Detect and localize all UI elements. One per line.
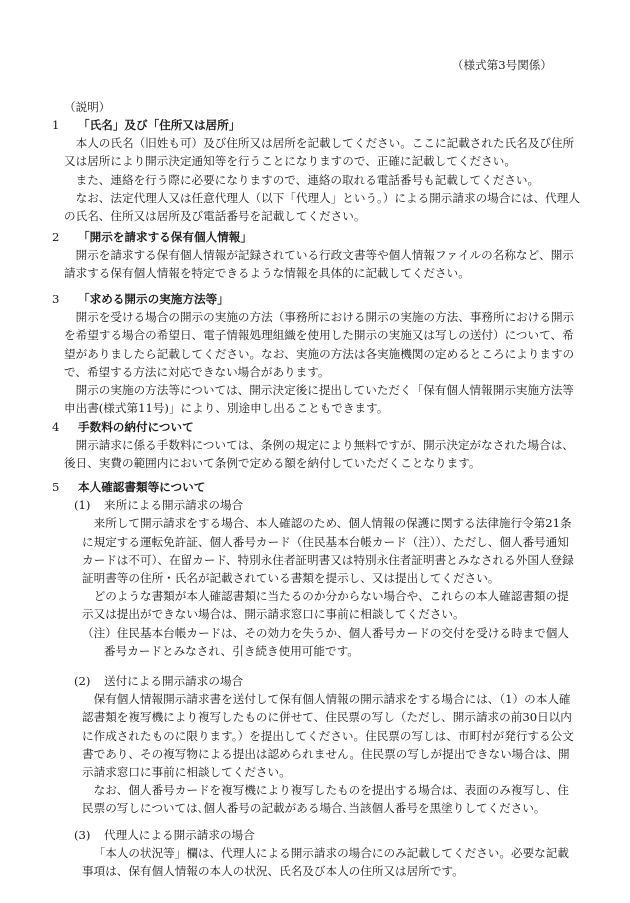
section-4 <box>52 418 580 473</box>
section-1 <box>52 116 580 225</box>
section-3-title <box>52 290 580 308</box>
section-3 <box>52 290 580 417</box>
subsection-number: (2) <box>74 674 91 688</box>
form-reference: （様式第3号関係） <box>451 58 552 72</box>
section-title-text: 手数料の納付について <box>78 420 194 434</box>
section-title-text: 「氏名」及び「住所又は居所」 <box>78 118 241 132</box>
note: （注）住民基本台帳カードは、その効力を失うか、個人番号カードの交付を受ける時まで個人番号カードとみなされ、引き続き使用可能です。 <box>82 625 569 658</box>
subsection-number: (1) <box>74 498 91 513</box>
explanation-heading: （説明） <box>64 100 111 114</box>
paragraph: 開示の実施の方法等については、開示決定後に提出していただく「保有個人情報開示実施方法等申出書(様式第11号)」により、別途申し出ることもできます。 <box>64 383 574 416</box>
section-number: 5 <box>52 480 60 494</box>
section-number: 4 <box>52 420 60 434</box>
paragraph: なお、法定代理人又は任意代理人（以下「代理人」という。）による開示請求の場合には、代理人の氏名、住所又は居所及び電話番号を記載してください。 <box>64 190 580 224</box>
paragraph: 来所して開示請求をする場合、本人確認のため、個人情報の保護に関する法律施行令第21条に規定する運転免許証、個人番号カード（住民基本台帳カード（注））、ただし、個人番号通知カードは不可）、在留カード、特別永住者証明書又は特別永住者証明書とみなされる外国人登録証明書等の住所・氏名が記載されている書類を提示し、又は提出してください。 <box>82 516 574 586</box>
section-number: 3 <box>52 292 60 306</box>
section-2-title <box>52 228 580 246</box>
paragraph: どのような書類が本人確認書類に当たるのか分からない場合や、これらの本人確認書類の提示又は提出ができない場合は、開示請求窓口に事前に相談してください。 <box>82 589 569 622</box>
section-number: 1 <box>52 118 60 132</box>
section-1-title <box>52 116 580 134</box>
section-5-3 <box>52 826 580 881</box>
section-title-text: 「開示を請求する保有個人情報」 <box>78 230 252 244</box>
subsection-title <box>74 496 580 514</box>
paragraph: なお、個人番号カードを複写機により複写したものを提出する場合は、表面のみ複写し、住民票の写しについては､個人番号の記載がある場合､当該個人番号を黒塗りしてください。 <box>82 783 569 816</box>
paragraph: また、連絡を行う際に必要になりますので、連絡の取れる電話番号も記載してください。 <box>75 172 540 187</box>
subsection-title-text: 送付による開示請求の場合 <box>104 674 244 688</box>
section-number: 2 <box>52 230 60 244</box>
section-5-title <box>52 478 580 496</box>
section-title-text: 本人確認書類等について <box>78 480 206 494</box>
paragraph: 開示請求に係る手数料については、条例の規定により無料ですが、開示決定がなされた場合は、後日、実費の範囲内において条例で定める額を納付していただくことなります。 <box>64 438 574 471</box>
subsection-number: (3) <box>74 828 91 842</box>
section-4-title <box>52 418 580 436</box>
section-5-2 <box>52 672 580 818</box>
paragraph: 「本人の状況等」欄は、代理人による開示請求の場合にのみ記載してください。必要な記載事項は、保有個人情報の本人の状況、氏名及び本人の住所又は居所です。 <box>82 846 569 879</box>
subsection-2 <box>52 672 580 818</box>
subsection-title-text: 代理人による開示請求の場合 <box>104 828 255 842</box>
subsection-title-text: 来所による開示請求の場合 <box>104 498 244 513</box>
section-5 <box>52 478 580 660</box>
paragraph: 保有個人情報開示請求書を送付して保有個人情報の開示請求をする場合には、（1）の本人確認書類を複写機により複写したものに併せて、住民票の写し（ただし、開示請求の前30日以内に作成されたものに限ります。）を提出してください。住民票の写しは、市町村が発行する公文書であり、その複写物による提出は認められません。住民票の写しが提出できない場合は、開示請求窓口に事前に相談してください。 <box>82 692 574 780</box>
paragraph: 開示を受ける場合の開示の実施の方法（事務所における開示の実施の方法、事務所における開示を希望する場合の希望日、電子情報処理組織を使用した開示の実施又は写しの送付）について、希望がありましたら記載してください。なお、実施の方法は各実施機関の定めるところによりますので、希望する方法に対応できない場合があります。 <box>64 310 575 379</box>
paragraph: 本人の氏名（旧姓も可）及び住所又は居所を記載してください。ここに記載された氏名及び住所又は居所により開示決定通知等を行うことになりますので、正確に記載してください。 <box>64 136 575 169</box>
subsection-1 <box>52 496 580 660</box>
subsection-title <box>74 826 580 844</box>
subsection-title <box>74 672 580 690</box>
subsection-3 <box>52 826 580 881</box>
section-title-text: 「求める開示の実施方法等」 <box>78 292 229 306</box>
section-2 <box>52 228 580 283</box>
paragraph: 開示を請求する保有個人情報が記録されている行政文書等や個人情報ファイルの名称など、開示請求する保有個人情報を特定できるような情報を具体的に記載してください。 <box>64 248 574 281</box>
